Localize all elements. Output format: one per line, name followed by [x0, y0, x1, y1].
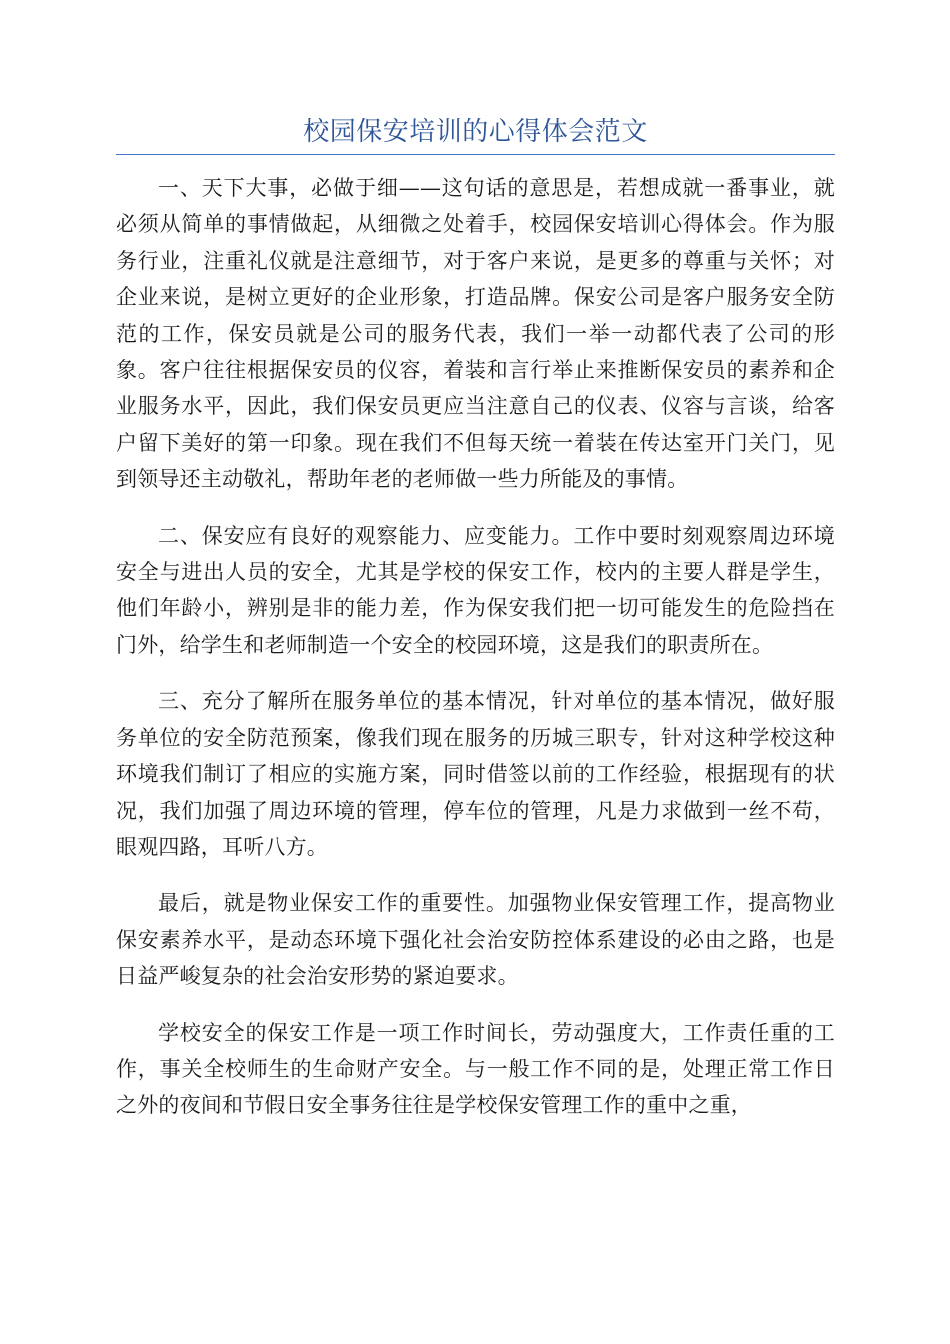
title-underline: [116, 154, 835, 155]
document-body: [116, 170, 835, 1144]
page-title: 校园保安培训的心得体会范文: [303, 117, 648, 147]
paragraph-3: 三、充分了解所在服务单位的基本情况，针对单位的基本情况，做好服务单位的安全防范预案，像我们现在服务的历城三职专，针对这种学校这种环境我们制订了相应的实施方案，同时借签以前的工作经验，根据现有的状况，我们加强了周边环境的管理，停车位的管理，凡是力求做到一丝不苟，眼观四路，耳听八方。: [116, 689, 835, 859]
paragraph-2: 二、保安应有良好的观察能力、应变能力。工作中要时刻观察周边环境安全与进出人员的安全，尤其是学校的保安工作，校内的主要人群是学生，他们年龄小，辨别是非的能力差，作为保安我们把一切可能发生的危险挡在门外，给学生和老师制造一个安全的校园环境，这是我们的职责所在。: [116, 523, 835, 657]
paragraph-1: 一、天下大事，必做于细——这句话的意思是，若想成就一番事业，就必须从简单的事情做起，从细微之处着手，校园保安培训心得体会。作为服务行业，注重礼仪就是注意细节，对于客户来说，是更多的尊重与关怀；对企业来说，是树立更好的企业形象，打造品牌。保安公司是客户服务安全防范的工作，保安员就是公司的服务代表，我们一举一动都代表了公司的形象。客户往往根据保安员的仪容，着装和言行举止来推断保安员的素养和企业服务水平，因此，我们保安员更应当注意自己的仪表、仪容与言谈，给客户留下美好的第一印象。现在我们不但每天统一着装在传达室开门关门，见到领导还主动敬礼，帮助年老的老师做一些力所能及的事情。: [116, 176, 835, 492]
paragraph-5: 学校安全的保安工作是一项工作时间长，劳动强度大，工作责任重的工作，事关全校师生的生命财产安全。与一般工作不同的是，处理正常工作日之外的夜间和节假日安全事务往往是学校保安管理工作的重中之重，: [116, 1020, 835, 1118]
paragraph-4: 最后，就是物业保安工作的重要性。加强物业保安管理工作，提高物业保安素养水平，是动态环境下强化社会治安防控体系建设的必由之路，也是日益严峻复杂的社会治安形势的紧迫要求。: [116, 891, 835, 989]
